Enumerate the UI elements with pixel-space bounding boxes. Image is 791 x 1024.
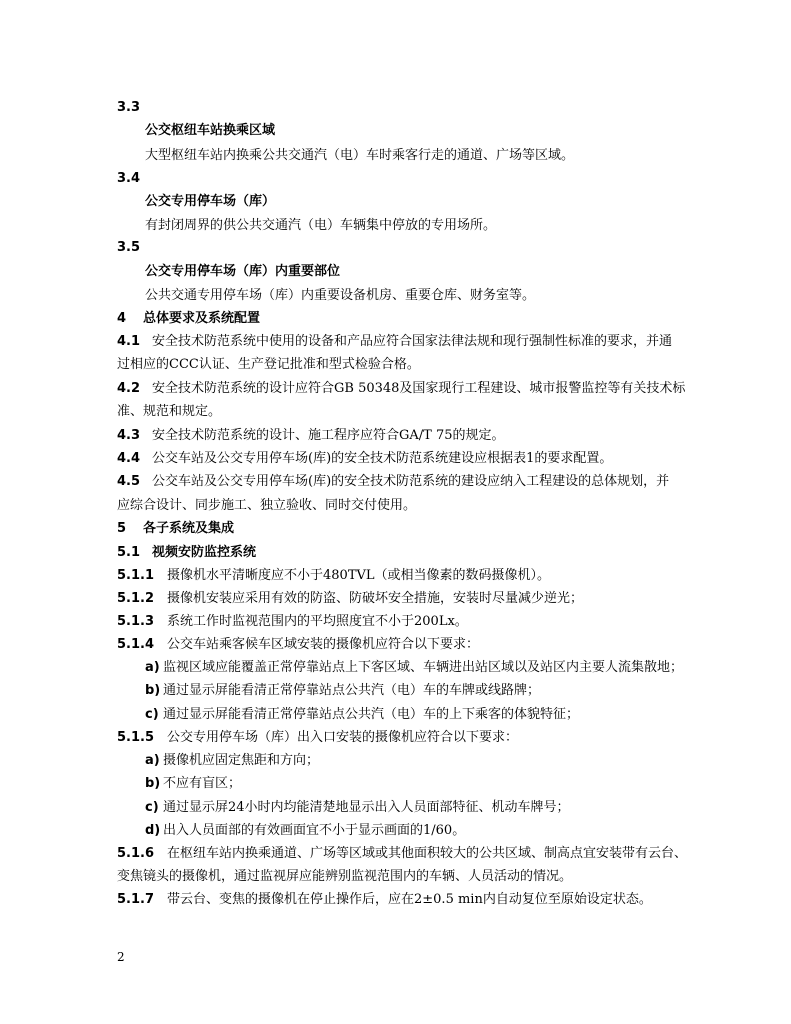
clause-4-2 — [117, 381, 685, 397]
clause-4-3 — [117, 428, 505, 444]
list-item-label: a) — [145, 660, 160, 675]
clause-3-4-number: 3.4 — [117, 171, 141, 186]
clause-5-1-4 — [117, 637, 479, 653]
clause-4-4-number: 4.4 — [117, 451, 141, 466]
clause-5-1-1-text: 摄像机水平清晰度应不小于480TVL（或相当像素的数码摄像机）。 — [167, 568, 551, 583]
section-5-number: 5 — [117, 521, 127, 536]
list-item — [145, 776, 241, 792]
list-item-text: 监视区域应能覆盖正常停靠站点上下客区域、车辆进出站区域以及站区内主要人流集散地； — [163, 660, 684, 675]
clause-4-5-number: 4.5 — [117, 474, 141, 489]
clause-4-4 — [117, 451, 612, 467]
clause-5-1-1 — [117, 568, 550, 584]
clause-5-1-4-number: 5.1.4 — [117, 637, 155, 652]
clause-4-1 — [117, 334, 672, 350]
clause-3-5-number: 3.5 — [117, 240, 141, 255]
clause-4-4-text: 公交车站及公交专用停车场(库)的安全技术防范系统建设应根据表1的要求配置。 — [152, 451, 613, 466]
list-item-label: b) — [145, 683, 161, 698]
clause-5-1-7-number: 5.1.7 — [117, 892, 155, 907]
clause-3-3-number: 3.3 — [117, 100, 141, 115]
clause-5-1-2-text: 摄像机安装应采用有效的防盗、防破坏安全措施，安装时尽量减少逆光； — [167, 591, 584, 606]
clause-5-1-3-number: 5.1.3 — [117, 614, 155, 629]
section-4-title: 总体要求及系统配置 — [143, 311, 261, 326]
clause-5-1-7 — [117, 892, 652, 908]
list-item-label: c) — [145, 707, 159, 722]
section-5-title: 各子系统及集成 — [143, 521, 235, 536]
clause-5-1-4-text: 公交车站乘客候车区域安装的摄像机应符合以下要求： — [167, 637, 480, 652]
list-item-text: 不应有盲区； — [163, 776, 242, 791]
clause-5-1-3-text: 系统工作时监视范围内的平均照度宜不小于200Lx。 — [167, 614, 468, 629]
definition-3-4: 有封闭周界的供公共交通汽（电）车辆集中停放的专用场所。 — [145, 218, 497, 233]
list-item — [145, 753, 319, 769]
clause-4-2-line2: 准、规范和规定。 — [117, 404, 222, 419]
page-number: 2 — [117, 950, 125, 964]
section-5-1-title: 视频安防监控系统 — [152, 545, 257, 560]
list-item-label: b) — [145, 776, 161, 791]
clause-5-1-7-text: 带云台、变焦的摄像机在停止操作后，应在2±0.5 min内自动复位至原始设定状态。 — [167, 892, 652, 907]
list-item-label: d) — [145, 823, 161, 838]
clause-5-1-6-line1: 在枢纽车站内换乘通道、广场等区域或其他面积较大的公共区域、制高点宜安装带有云台、 — [167, 846, 688, 861]
clause-4-3-number: 4.3 — [117, 428, 141, 443]
term-3-5: 公交专用停车场（库）内重要部位 — [145, 264, 341, 279]
clause-4-2-number: 4.2 — [117, 381, 141, 396]
list-item — [145, 707, 579, 723]
clause-5-1-5-text: 公交专用停车场（库）出入口安装的摄像机应符合以下要求： — [167, 730, 519, 745]
term-3-4: 公交专用停车场（库） — [145, 194, 276, 209]
definition-3-3: 大型枢纽车站内换乘公共交通汽（电）车时乘客行走的通道、广场等区域。 — [145, 148, 575, 163]
clause-4-5-line1: 公交车站及公交专用停车场(库)的安全技术防范系统的建设应纳入工程建设的总体规划，并 — [152, 474, 670, 489]
clause-5-1-6-line2: 变焦镜头的摄像机，通过监视屏应能辨别监视范围内的车辆、人员活动的情况。 — [117, 869, 573, 884]
clause-4-3-text: 安全技术防范系统的设计、施工程序应符合GA/T 75的规定。 — [152, 428, 505, 443]
clause-4-5 — [117, 474, 669, 490]
term-3-3: 公交枢纽车站换乘区域 — [145, 123, 276, 138]
clause-4-1-number: 4.1 — [117, 334, 141, 349]
section-5-1-heading — [117, 545, 256, 561]
clause-5-1-2-number: 5.1.2 — [117, 591, 155, 606]
list-item-text: 摄像机应固定焦距和方向； — [163, 753, 320, 768]
clause-4-1-line1: 安全技术防范系统中使用的设备和产品应符合国家法律法规和现行强制性标准的要求，并通 — [152, 334, 673, 349]
clause-5-1-5-number: 5.1.5 — [117, 730, 155, 745]
list-item-text: 通过显示屏能看清正常停靠站点公共汽（电）车的上下乘客的体貌特征； — [163, 707, 580, 722]
list-item — [145, 800, 570, 816]
clause-5-1-3 — [117, 614, 468, 630]
section-5-heading — [117, 521, 234, 537]
list-item-label: c) — [145, 800, 159, 815]
list-item-label: a) — [145, 753, 160, 768]
clause-5-1-1-number: 5.1.1 — [117, 568, 155, 583]
clause-5-1-6-number: 5.1.6 — [117, 846, 155, 861]
section-4-number: 4 — [117, 311, 127, 326]
clause-5-1-5 — [117, 730, 518, 746]
clause-5-1-6 — [117, 846, 687, 862]
clause-5-1-2 — [117, 591, 583, 607]
clause-4-5-line2: 应综合设计、同步施工、独立验收、同时交付使用。 — [117, 498, 417, 513]
list-item-text: 通过显示屏24小时内均能清楚地显示出入人员面部特征、机动车牌号； — [163, 800, 570, 815]
definition-3-5: 公共交通专用停车场（库）内重要设备机房、重要仓库、财务室等。 — [145, 288, 536, 303]
section-4-heading — [117, 311, 260, 327]
section-5-1-number: 5.1 — [117, 545, 141, 560]
list-item — [145, 823, 465, 839]
clause-4-2-line1: 安全技术防范系统的设计应符合GB 50348及国家现行工程建设、城市报警监控等有关技术标 — [152, 381, 686, 396]
list-item — [145, 660, 683, 676]
clause-4-1-line2: 过相应的CCC认证、生产登记批准和型式检验合格。 — [117, 357, 420, 372]
list-item-text: 出入人员面部的有效画面宜不小于显示画面的1/60。 — [163, 823, 466, 838]
list-item-text: 通过显示屏能看清正常停靠站点公共汽（电）车的车牌或线路牌； — [163, 683, 541, 698]
list-item — [145, 683, 540, 699]
